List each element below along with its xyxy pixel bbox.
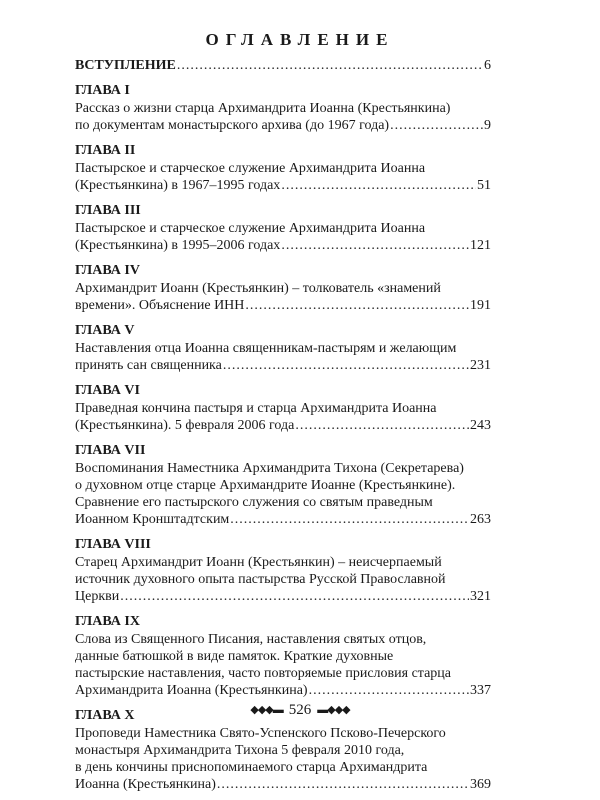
page-ref: 51	[477, 178, 491, 193]
dot-leader	[295, 417, 469, 434]
chapter-label: ГЛАВА VIII	[75, 537, 151, 552]
toc-line: Слова из Священного Писания, наставления святых отцов,	[75, 632, 427, 647]
page-ref: 231	[470, 358, 491, 373]
dot-leader	[281, 177, 476, 194]
toc-line: Пастырское и старческое служение Архимандрита Иоанна	[75, 221, 426, 236]
page-footer	[0, 702, 600, 719]
chapter-title-line: времени». Объяснение ИНН	[75, 298, 245, 313]
chapter-title-line: по документам монастырского архива (до 1967 года)	[75, 118, 390, 133]
chapter-label: ГЛАВА IV	[75, 263, 140, 278]
page-ref: 6	[484, 58, 491, 73]
dot-leader	[281, 237, 469, 254]
chapter-label: ГЛАВА X	[75, 708, 135, 723]
toc-line: Проповеди Наместника Свято-Успенского Псково-Печерского	[75, 726, 446, 741]
toc-line	[75, 57, 491, 74]
chapter-title-line: (Крестьянкина) в 1995–2006 годах	[75, 238, 281, 253]
toc-line: о духовном отце старце Архимандрите Иоанне (Крестьянкине).	[75, 478, 456, 493]
toc-line	[75, 177, 491, 194]
toc-line: Пастырское и старческое служение Архимандрита Иоанна	[75, 161, 426, 176]
page-ref: 243	[470, 418, 491, 433]
ornament-right-icon: ▬◆◆◆	[317, 704, 350, 716]
toc-line: пастырские наставления, часто повторяемые присловия старца	[75, 666, 452, 681]
page-ref: 9	[484, 118, 491, 133]
page-title: ОГЛАВЛЕНИЕ	[205, 30, 395, 49]
toc-line: Наставления отца Иоанна священникам-пастырям и желающим	[75, 341, 457, 356]
dot-leader	[230, 511, 469, 528]
toc-line: в день кончины приснопоминаемого старца Архимандрита	[75, 760, 428, 775]
dot-leader	[390, 117, 483, 134]
dot-leader	[309, 682, 469, 699]
page-ref: 191	[470, 298, 491, 313]
toc-line: Старец Архимандрит Иоанн (Крестьянкин) – неисчерпаемый	[75, 555, 442, 570]
toc-entry	[75, 321, 491, 374]
toc-line	[75, 357, 491, 374]
toc-line	[75, 237, 491, 254]
page-number: 526	[288, 702, 312, 718]
chapter-title-line: Архимандрита Иоанна (Крестьянкина)	[75, 683, 308, 698]
toc-line: Рассказ о жизни старца Архимандрита Иоанна (Крестьянкина)	[75, 101, 451, 116]
dot-leader	[177, 57, 483, 74]
toc-line	[75, 776, 491, 793]
toc-entry	[75, 441, 491, 528]
toc-entry	[75, 261, 491, 314]
toc-line: Праведная кончина пастыря и старца Архимандрита Иоанна	[75, 401, 437, 416]
chapter-label: ГЛАВА III	[75, 203, 141, 218]
chapter-title-line: принять сан священника	[75, 358, 222, 373]
chapter-title-line: Церкви	[75, 589, 120, 604]
toc-line	[75, 511, 491, 528]
toc-line: источник духовного опыта пастырства Русской Православной	[75, 572, 446, 587]
toc-line: Сравнение его пастырского служения со святым праведным	[75, 495, 433, 510]
chapter-label: ГЛАВА VII	[75, 443, 146, 458]
chapter-label: ГЛАВА V	[75, 323, 135, 338]
chapter-label: ГЛАВА VI	[75, 383, 140, 398]
chapter-label: ГЛАВА I	[75, 83, 130, 98]
page-ref: 369	[470, 777, 491, 792]
toc-line	[75, 117, 491, 134]
chapter-list	[75, 81, 491, 793]
chapter-label: ГЛАВА IX	[75, 614, 140, 629]
page-ref: 121	[470, 238, 491, 253]
page-ref: 321	[470, 589, 491, 604]
ornament-left-icon: ◆◆◆▬	[250, 704, 283, 716]
page-ref: 263	[470, 512, 491, 527]
toc-line	[75, 417, 491, 434]
toc-entry	[75, 612, 491, 699]
toc-entry	[75, 381, 491, 434]
toc-line: Архимандрит Иоанн (Крестьянкин) – толкователь «знамений	[75, 281, 441, 296]
toc-entry	[75, 535, 491, 605]
chapter-title-line: (Крестьянкина). 5 февраля 2006 года	[75, 418, 295, 433]
dot-leader	[245, 297, 469, 314]
chapter-label: ГЛАВА II	[75, 143, 136, 158]
intro-title: ВСТУПЛЕНИЕ	[75, 58, 176, 73]
chapter-title-line: Иоанном Кронштадтским	[75, 512, 230, 527]
dot-leader	[217, 776, 469, 793]
toc-line	[75, 588, 491, 605]
toc-line: данные батюшкой в виде памяток. Краткие духовные	[75, 649, 394, 664]
dot-leader	[120, 588, 469, 605]
toc-line: Воспоминания Наместника Архимандрита Тихона (Секретарева)	[75, 461, 464, 476]
dot-leader	[223, 357, 469, 374]
page-ref: 337	[470, 683, 491, 698]
toc-entry	[75, 201, 491, 254]
toc-line: монастыря Архимандрита Тихона 5 февраля 2010 года,	[75, 743, 405, 758]
chapter-title-line: (Крестьянкина) в 1967–1995 годах	[75, 178, 281, 193]
toc-entry	[75, 141, 491, 194]
chapter-title-line: Иоанна (Крестьянкина)	[75, 777, 216, 792]
table-of-contents	[75, 57, 491, 800]
toc-line	[75, 297, 491, 314]
toc-line	[75, 682, 491, 699]
toc-entry	[75, 81, 491, 134]
toc-entry-intro	[75, 57, 491, 74]
